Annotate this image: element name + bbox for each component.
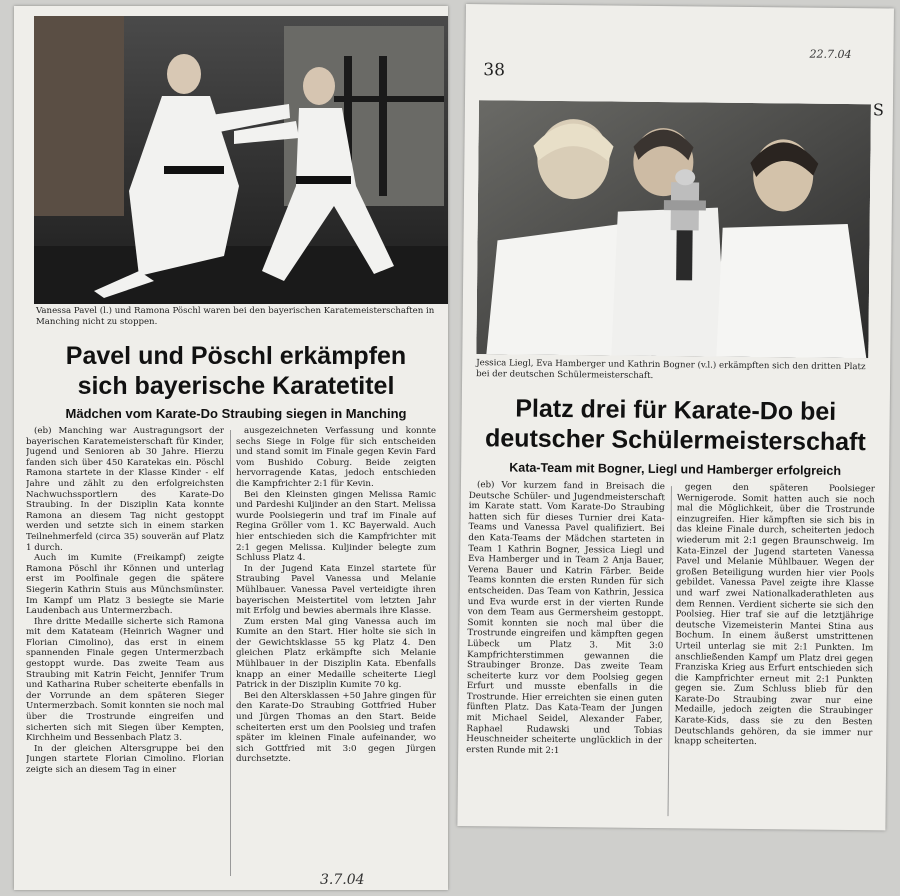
headline-line-2: deutscher Schülermeisterschaft	[484, 424, 866, 457]
article-column-2	[236, 426, 436, 874]
paragraph: Ihre dritte Medaille sicherte sich Ramona mit dem Katateam (Heinrich Wagner und Florian Cimolino), das erst in einem spannenden Finale gegen Untermerzbach gestoppt wurde. Das zweite Team aus Straubing mit Katrin Feicht, Jennifer Trum und Katharina Ruber scheiterte ebenfalls in der Vorrunde an dem späteren Sieger Untermerzbach. Somit konnten sie noch mal über die Trostrunde eingreifen und sicherten sich mit Siegen über Kempten, Kirchheim und Bessenbach Platz 3.	[26, 616, 224, 744]
handwritten-date: 3.7.04	[320, 872, 365, 888]
paragraph: In der Jugend Kata Einzel startete für Straubing Pavel Vanessa und Melanie Mühlbauer. Vanessa Pavel verteidigte ihren bayerischen Meistertitel vom letzten Jahr mit Erfolg und bewies abermals ihre Klasse.	[236, 563, 436, 617]
headline-line-1: Pavel und Pöschl erkämpfen	[65, 342, 407, 370]
paragraph: Zum ersten Mal ging Vanessa auch im Kumite an den Start. Hier holte sie sich in der Gewichtsklasse 55 kg Platz 4. Den gleichen Platz erkämpfte sich Melanie Mühlbauer in der Disziplin Kata. Ebenfalls knapp an einer Medaille scheiterte Liegl Patrick in der Disziplin Kumite 70 kg.	[236, 616, 436, 691]
kata-team-trophy-image	[476, 100, 871, 358]
photo-caption: Jessica Liegl, Eva Hamberger und Kathrin Bogner (v.l.) erkämpften sich den dritten Platz bei der deutschen Schülermeisterschaft.	[476, 358, 866, 381]
karate-photo-right	[476, 100, 871, 358]
paragraph: Auch im Kumite (Freikampf) zeigte Ramona Pöschl ihr Können und unterlag erst im Poolfinale gegen die spätere Siegerin Kathrin Stuis aus Münchsmünster. Im Kampf um Platz 3 besiegte sie Marie Laudenbach aus Untermerzbach.	[26, 553, 224, 617]
headline-line-2: sich bayerische Karatetitel	[77, 372, 395, 400]
paragraph: Bei den Altersklassen +50 Jahre gingen für den Karate-Do Straubing Gottfried Huber und Jürgen Thomas an den Start. Beide scheiterten erst um den Poolsieg und trafen später im kleinen Finale aufeinander, wo sich Gottfried mit 3:0 gegen Jürgen durchsetzte.	[236, 690, 436, 765]
right-article-clipping	[457, 4, 894, 830]
article-column-2	[673, 482, 875, 824]
subheadline: Kata-Team mit Bogner, Liegl und Hamberger erfolgreich	[509, 460, 842, 478]
paragraph: In der gleichen Altersgruppe bei den Jungen startete Florian Cimolino. Florian zeigte sich an diesem Tag in einer	[26, 743, 224, 775]
article-column-1	[26, 426, 224, 884]
paragraph: Bei den Kleinsten gingen Melissa Ramic und Pardeshi Kuljinder an den Start. Melissa wurde Poolsiegerin und traf im Finale auf Regina Gröller vom 1. KC Bayerwald. Auch hier entschieden sich die Kampfrichter mit 2:1 gegen Melissa. Kuljinder belegte zum Schluss Platz 4.	[236, 489, 436, 564]
edge-letter: S	[872, 100, 884, 120]
column-divider	[230, 430, 231, 876]
handwritten-date: 22.7.04	[809, 47, 852, 62]
photo-caption: Vanessa Pavel (l.) und Ramona Pöschl waren bei den bayerischen Karatemeisterschaften in Manching nicht zu stoppen.	[36, 306, 435, 327]
karate-kata-duo-image	[34, 16, 448, 304]
paragraph: (eb) Manching war Austragungsort der bayerischen Karatemeisterschaft für Kinder, Jugend und Senioren ab 30 Jahre. Hierzu fanden sich über 450 Karatekas ein. Pöschl Ramona startete in der Klasse Kinder - elf Jahre und zählt zu den erfolgreichsten Nachwuchssportlern des Karate-Do Straubing. In der Disziplin Kata konnte Ramona an diesem Tag nicht gestoppt werden und setzte sich in einem starken Teilnehmerfeld (circa 35) souverän auf Platz 1 durch.	[26, 426, 224, 553]
left-article-clipping	[14, 6, 448, 890]
paragraph: gegen den späteren Poolsieger Wernigerode. Somit hatten auch sie noch mal die Möglichkeit, über die Trostrunde einzugreifen. Hier kämpften sie sich bis in das kleine Finale durch, scheiterten jedoch wiederum mit 2:1 gegen Braunschweig. Im Kata-Einzel der Jugend starteten Vanessa Pavel und Melanie Mühlbauer. Wegen der großen Beteiligung wurden hier vier Pools gebildet. Vanessa Pavel zeigte ihre Klasse und warf zwei Nationalkaderathleten aus dem Rennen. Verdient sicherte sie sich den Poolsieg. Hier traf sie auf die letztjährige deutsche Vizemeisterin Mantei Stina aus Bochum. In einem äußerst umstrittenen Urteil unterlag sie mit 2:1 Punkten. Im anschließenden Kampf um Platz drei gegen Franziska Krieg aus Erfurt entschieden sich die Kampfrichter erneut mit 2:1 Punkten gegen sie. Zum Schluss blieb für den Karate-Do Straubing zwar nur eine Medaille, jedoch zeigten die Straubinger Karate-Kids, dass sie zu den Besten Deutschlands gehören, da sie immer nur knapp scheiterten.	[674, 482, 875, 748]
karate-photo-left	[34, 16, 448, 304]
subheadline: Mädchen vom Karate-Do Straubing siegen in Manching	[65, 406, 407, 421]
article-column-1	[465, 480, 665, 822]
column-divider	[668, 486, 672, 816]
paragraph: (eb) Vor kurzem fand in Breisach die Deutsche Schüler- und Jugendmeisterschaft im Karate statt. Vom Karate-Do Straubing hatten sich für dieses Turnier drei Kata-Teams und Vanessa Pavel qualifiziert. Bei den Kata-Teams der Mädchen starteten in Team 1 Kathrin Bogner, Jessica Liegl und Eva Hamberger und in Team 2 Anja Bauer, Verena Bauer und Katrin Färber. Beide Teams konnten die ersten Runden für sich entscheiden. Das Team von Kathrin, Jessica und Eva wurde erst in der vierten Runde von dem Team aus Germersheim gestoppt. Somit konnten sie noch mal über die Trostrunde eingreifen und kämpften gegen Lübeck um Platz 3. Mit 3:0 Kampfrichterstimmen gewannen die Straubinger Bronze. Das zweite Team scheiterte kurz vor dem Poolsieg gegen Erfurt und musste ebenfalls in die Trostrunde. Hier erreichten sie einen guten fünften Platz. Das Kata-Team der Jungen mit Michael Seidel, Alexander Faber, Raphael Rudawski und Tobias Heuschneider scheiterte unglücklich in der ersten Runde mit 2:1	[466, 480, 666, 756]
headline-line-1: Platz drei für Karate-Do bei	[515, 394, 837, 426]
page-number: 38	[483, 60, 506, 81]
paragraph: ausgezeichneten Verfassung und konnte sechs Siege in Folge für sich entscheiden und stand somit im Finale gegen Kevin Fard vom Bushido Coburg. Beide zeigten hervorragende Katas, jedoch entschieden die Kampfrichter 2:1 für Kevin.	[236, 426, 436, 489]
